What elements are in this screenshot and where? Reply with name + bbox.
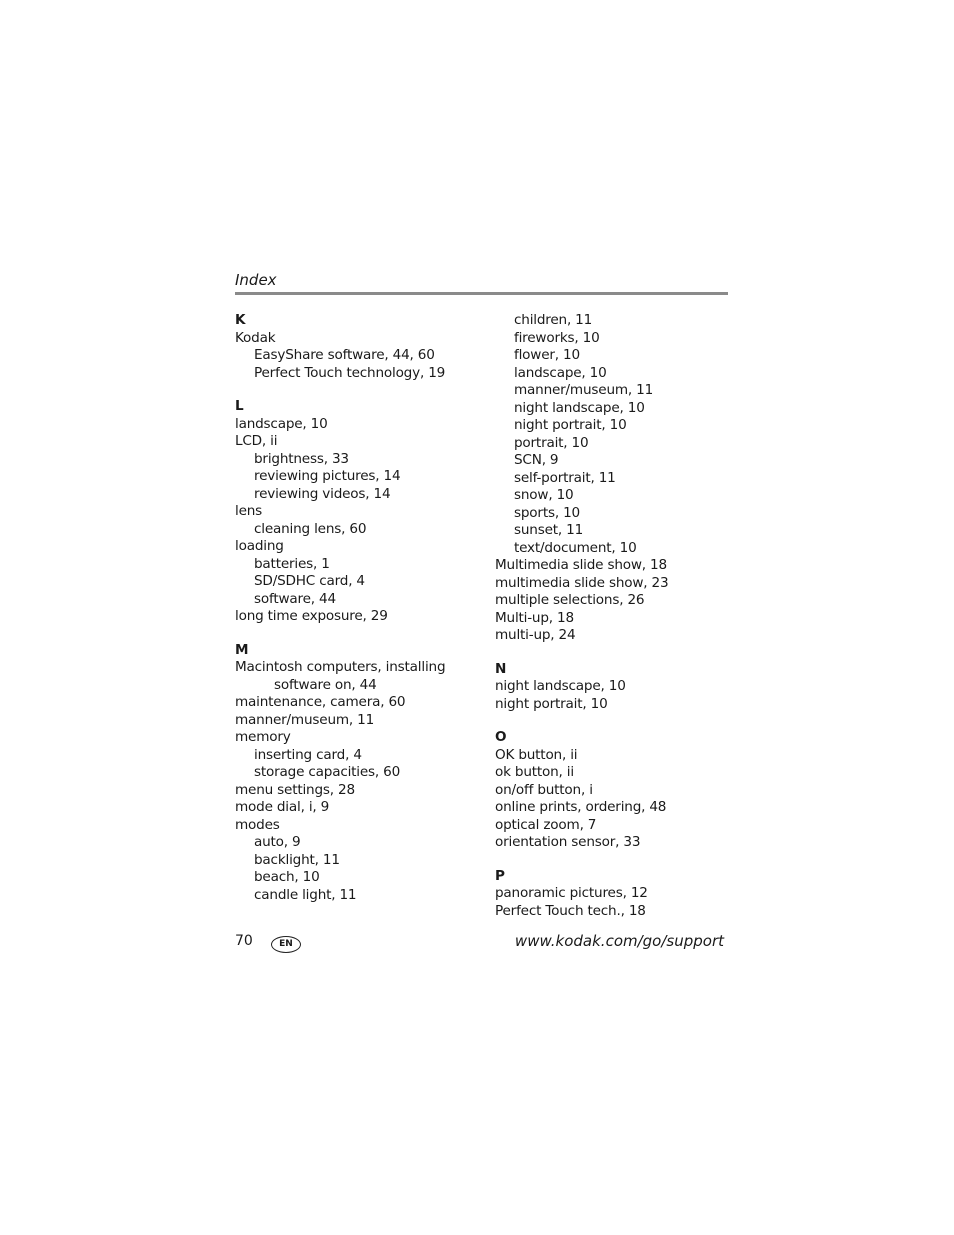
index-column-right xyxy=(495,312,735,920)
index-entry: ok button, ii xyxy=(495,764,574,780)
index-entry: Multimedia slide show, 18 xyxy=(495,557,667,573)
index-subentry: snow, 10 xyxy=(514,487,574,503)
index-entry: lens xyxy=(235,503,263,519)
index-subentry: fireworks, 10 xyxy=(514,329,600,346)
index-entry: Perfect Touch tech., 18 xyxy=(495,902,646,919)
index-entry: Kodak xyxy=(235,329,276,346)
section-gap xyxy=(495,645,735,661)
index-section-letter: O xyxy=(495,729,507,745)
index-subentry: Perfect Touch technology, 19 xyxy=(254,364,446,381)
section-gap xyxy=(235,626,485,642)
index-subentry: reviewing videos, 14 xyxy=(254,485,391,502)
index-subentry: children, 11 xyxy=(514,312,593,328)
section-gap xyxy=(235,382,485,398)
section-gap xyxy=(495,852,735,868)
index-entry: loading xyxy=(235,538,284,554)
index-subentry: landscape, 10 xyxy=(514,364,607,381)
index-section-letter: M xyxy=(235,641,249,658)
index-subentry: SD/SDHC card, 4 xyxy=(254,573,365,589)
index-entry: on/off button, i xyxy=(495,781,593,798)
page-header-title: Index xyxy=(235,271,277,289)
index-subentry: manner/museum, 11 xyxy=(514,382,654,398)
index-subentry: sunset, 11 xyxy=(514,522,584,538)
index-entry: modes xyxy=(235,816,280,833)
index-subentry: inserting card, 4 xyxy=(254,746,362,763)
page-number: 70 xyxy=(235,933,253,949)
index-subentry: batteries, 1 xyxy=(254,555,330,572)
index-entry: multiple selections, 26 xyxy=(495,592,645,608)
index-subentry: storage capacities, 60 xyxy=(254,764,401,780)
index-subentry: candle light, 11 xyxy=(254,886,357,903)
index-section-letter: N xyxy=(495,660,507,677)
index-subentry: night landscape, 10 xyxy=(514,399,645,416)
index-subentry: text/document, 10 xyxy=(514,539,637,556)
index-entry: long time exposure, 29 xyxy=(235,608,388,624)
index-subentry: brightness, 33 xyxy=(254,450,349,467)
index-entry: optical zoom, 7 xyxy=(495,816,597,833)
index-subentry: night portrait, 10 xyxy=(514,417,627,433)
index-subentry: cleaning lens, 60 xyxy=(254,520,367,537)
index-subentry: sports, 10 xyxy=(514,504,580,521)
index-entry: Multi-up, 18 xyxy=(495,609,574,626)
index-entry: memory xyxy=(235,729,291,745)
index-entry: manner/museum, 11 xyxy=(235,711,375,728)
index-entry: OK button, ii xyxy=(495,746,578,763)
index-subentry: flower, 10 xyxy=(514,347,580,363)
index-entry: LCD, ii xyxy=(235,433,278,449)
index-subentry: EasyShare software, 44, 60 xyxy=(254,347,435,363)
index-entry: orientation sensor, 33 xyxy=(495,834,641,850)
language-badge: EN xyxy=(271,936,301,953)
support-url-link[interactable]: www.kodak.com/go/support xyxy=(514,932,724,950)
index-entry: menu settings, 28 xyxy=(235,781,355,798)
index-column-left xyxy=(235,312,485,904)
index-section-letter: K xyxy=(235,312,246,328)
index-subentry: reviewing pictures, 14 xyxy=(254,468,401,484)
index-section-letter: P xyxy=(495,867,505,884)
index-entry: maintenance, camera, 60 xyxy=(235,694,406,710)
index-entry: multimedia slide show, 23 xyxy=(495,574,669,591)
index-entry: Macintosh computers, installing xyxy=(235,659,446,675)
index-entry: landscape, 10 xyxy=(235,415,328,432)
index-entry: mode dial, i, 9 xyxy=(235,799,330,815)
index-subentry: auto, 9 xyxy=(254,834,301,850)
index-entry: online prints, ordering, 48 xyxy=(495,799,667,815)
index-subentry: beach, 10 xyxy=(254,869,320,885)
index-subentry: software, 44 xyxy=(254,590,336,607)
index-entry: night landscape, 10 xyxy=(495,678,626,694)
index-subentry: backlight, 11 xyxy=(254,851,340,868)
section-gap xyxy=(495,713,735,729)
header-divider xyxy=(235,292,728,295)
index-subentry: software on, 44 xyxy=(274,676,377,693)
index-entry: multi-up, 24 xyxy=(495,627,576,643)
index-entry: panoramic pictures, 12 xyxy=(495,885,648,901)
index-section-letter: L xyxy=(235,398,244,414)
index-subentry: SCN, 9 xyxy=(514,452,559,468)
index-entry: night portrait, 10 xyxy=(495,695,608,712)
index-subentry: self-portrait, 11 xyxy=(514,469,616,486)
index-subentry: portrait, 10 xyxy=(514,434,589,451)
